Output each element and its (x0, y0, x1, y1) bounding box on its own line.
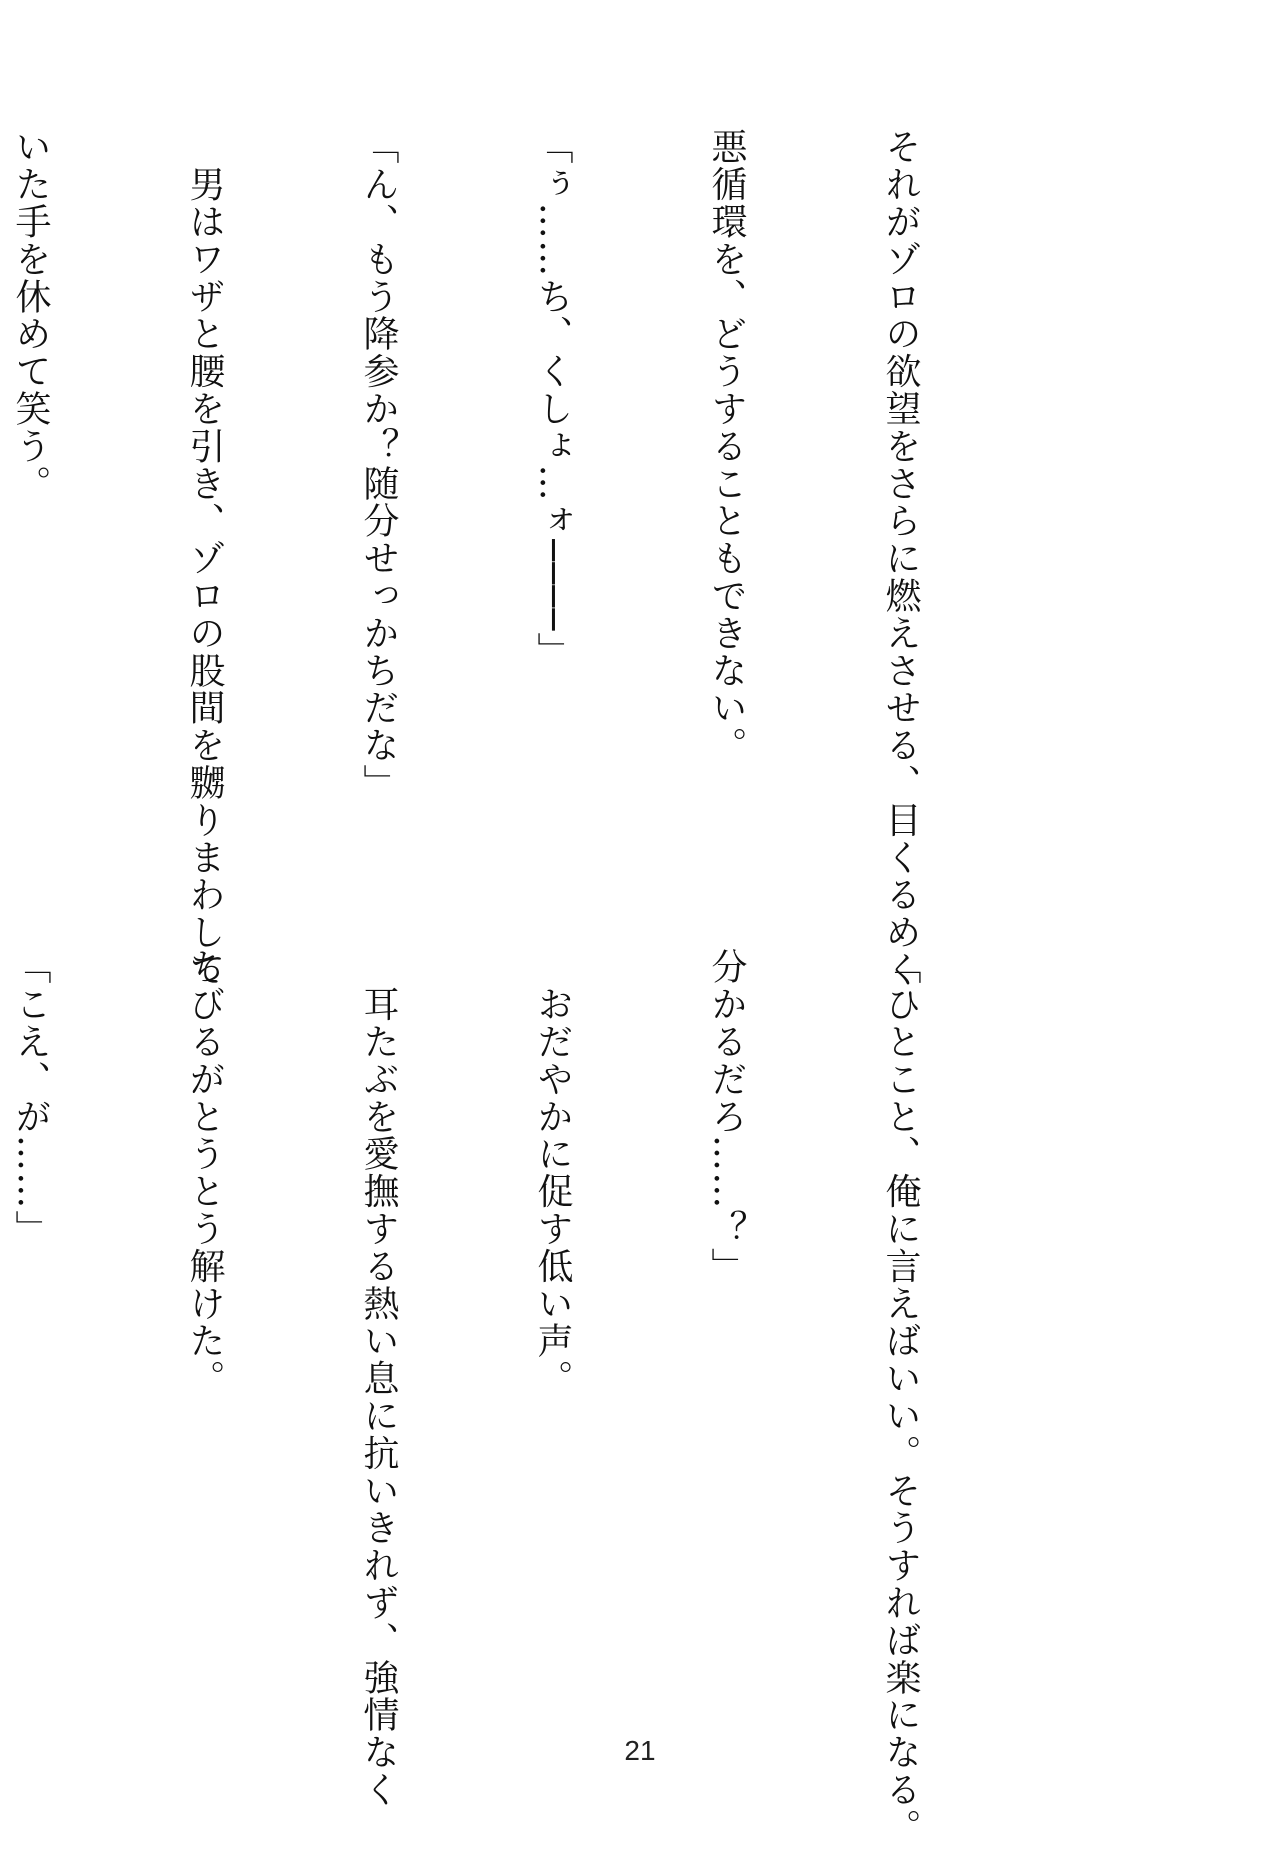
text-line: 男はワザと腰を引き、ゾロの股間を嬲りまわして (184, 128, 225, 989)
text-line: 「ぅ……ち、くしょ…ォ────」 (532, 128, 573, 670)
text-block-top (10, 128, 1045, 989)
text-line: 耳たぶを愛撫する熱い息に抗いきれず、強情なく (358, 948, 399, 1809)
text-line: ちびるがとうとう解けた。 (184, 948, 225, 1397)
text-line: 分かるだろ……？」 (706, 948, 747, 1285)
text-line: おだやかに促す低い声。 (532, 948, 573, 1397)
text-line: 「ひとこと、俺に言えばいい。そうすれば楽になる。 (880, 948, 921, 1846)
page-number: 21 (624, 1735, 656, 1766)
text-line: 「こえ、が……」 (10, 948, 51, 1248)
text-line: 「ん、もう降参か？随分せっかちだな」 (358, 128, 399, 802)
text-line: 悪循環を、どうすることもできない。 (706, 128, 747, 764)
text-line: それがゾロの欲望をさらに燃えさせる、目くるめく (880, 128, 921, 989)
text-line: いた手を休めて笑う。 (10, 128, 51, 502)
